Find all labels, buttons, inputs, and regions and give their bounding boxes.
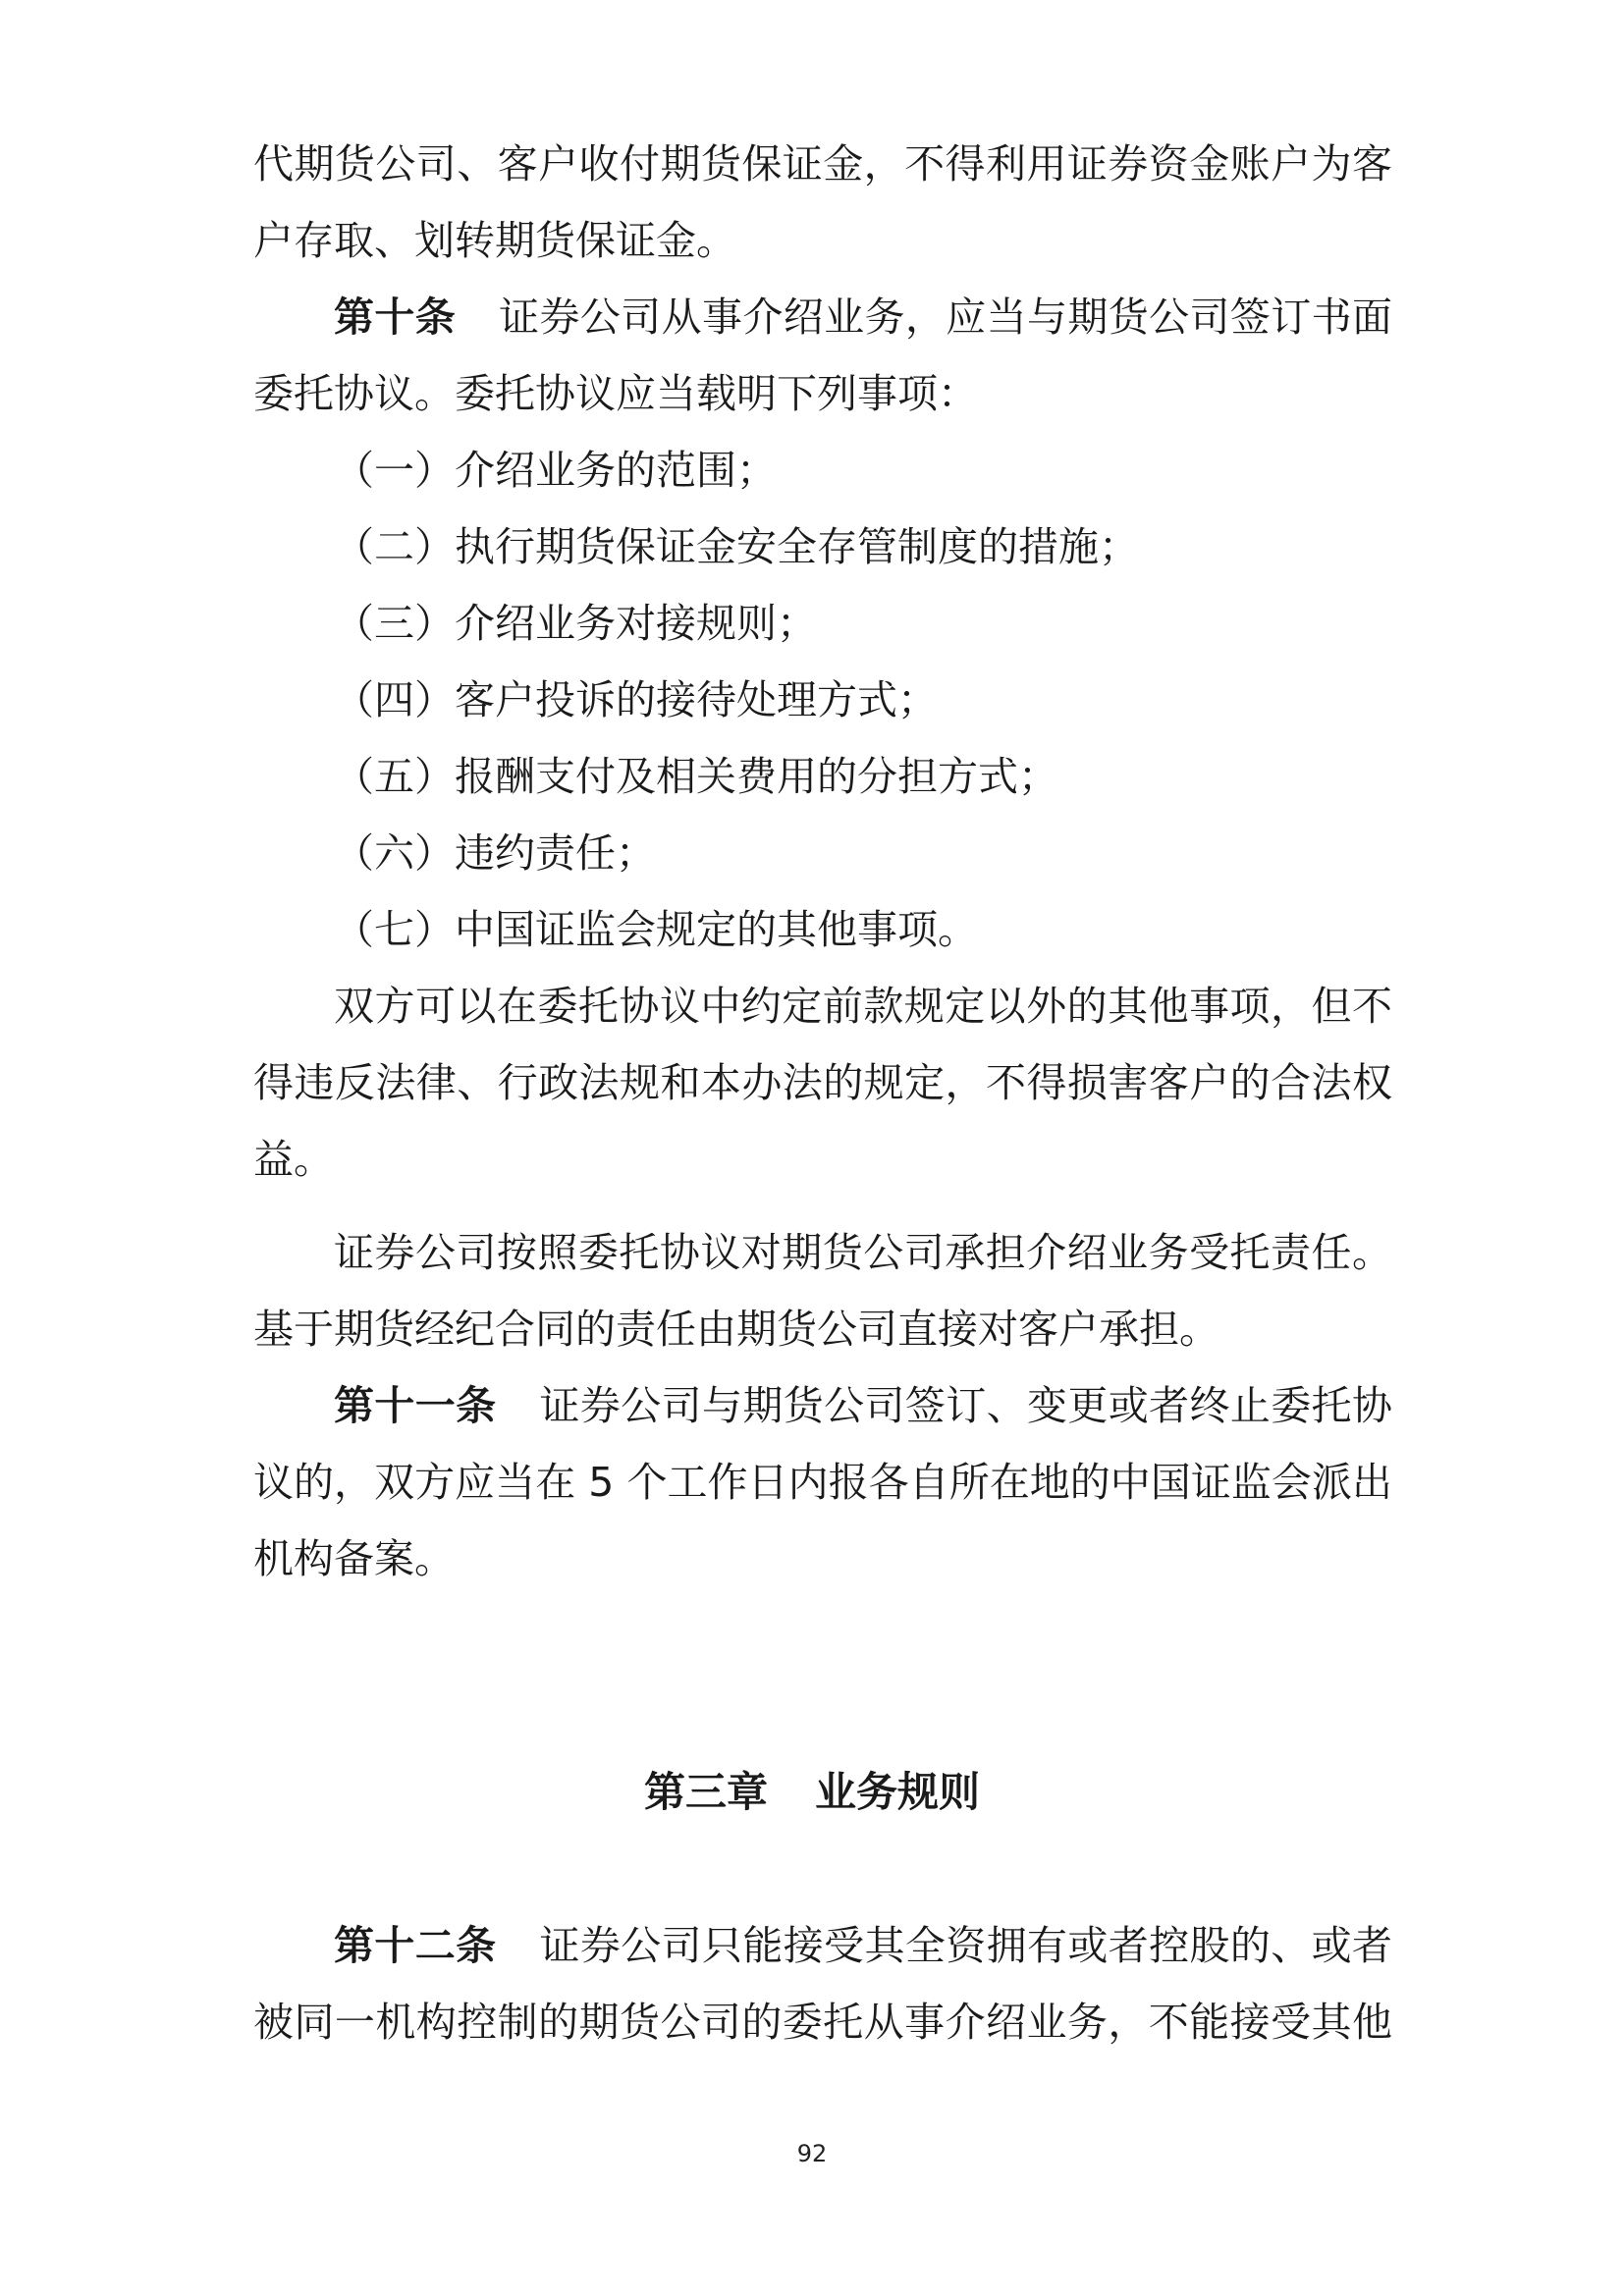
chapter-title: 业务规则: [815, 1768, 981, 1816]
list-item: （二）执行期货保证金安全存管制度的措施；: [334, 523, 1139, 570]
article-12-line-1: [334, 1907, 1392, 1984]
chapter-heading: [0, 1753, 1624, 1832]
article-11-line-1: [334, 1367, 1392, 1444]
text-line: 基于期货经纪合同的责任由期货公司直接对客户承担。: [253, 1306, 1219, 1353]
article-10-text: 证券公司从事介绍业务，应当与期货公司签订书面: [499, 294, 1392, 341]
text-line: 议的，双方应当在 5 个工作日内报各自所在地的中国证监会派出: [253, 1459, 1392, 1506]
text-line: 机构备案。: [253, 1535, 455, 1582]
article-12-title: 第十二条: [334, 1922, 497, 1969]
chapter-label: 第三章: [643, 1768, 768, 1816]
text-line: 代期货公司、客户收付期货保证金，不得利用证券资金账户为客: [253, 140, 1392, 187]
article-10-title: 第十条: [334, 294, 457, 341]
text-line: 得违反法律、行政法规和本办法的规定，不得损害客户的合法权: [253, 1059, 1392, 1106]
article-10-line-1: [334, 279, 1392, 355]
text-line: 双方可以在委托协议中约定前款规定以外的其他事项，但不: [334, 983, 1392, 1030]
list-item: （三）介绍业务对接规则；: [334, 600, 817, 647]
list-item: （四）客户投诉的接待处理方式；: [334, 676, 938, 723]
text-line: 户存取、划转期货保证金。: [253, 217, 736, 264]
list-item: （七）中国证监会规定的其他事项。: [334, 906, 978, 953]
list-item: （六）违约责任；: [334, 829, 656, 877]
text-line: 益。: [253, 1136, 334, 1183]
page-number: 92: [796, 2140, 828, 2167]
list-item: （五）报酬支付及相关费用的分担方式；: [334, 753, 1058, 800]
article-12-text: 证券公司只能接受其全资拥有或者控股的、或者: [539, 1922, 1392, 1969]
list-item: （一）介绍业务的范围；: [334, 447, 777, 494]
text-line: 委托协议。委托协议应当载明下列事项：: [253, 370, 978, 417]
article-11-title: 第十一条: [334, 1382, 497, 1429]
article-11-text: 证券公司与期货公司签订、变更或者终止委托协: [539, 1382, 1392, 1429]
text-line: 被同一机构控制的期货公司的委托从事介绍业务，不能接受其他: [253, 1999, 1392, 2046]
text-line: 证券公司按照委托协议对期货公司承担介绍业务受托责任。: [334, 1229, 1392, 1276]
